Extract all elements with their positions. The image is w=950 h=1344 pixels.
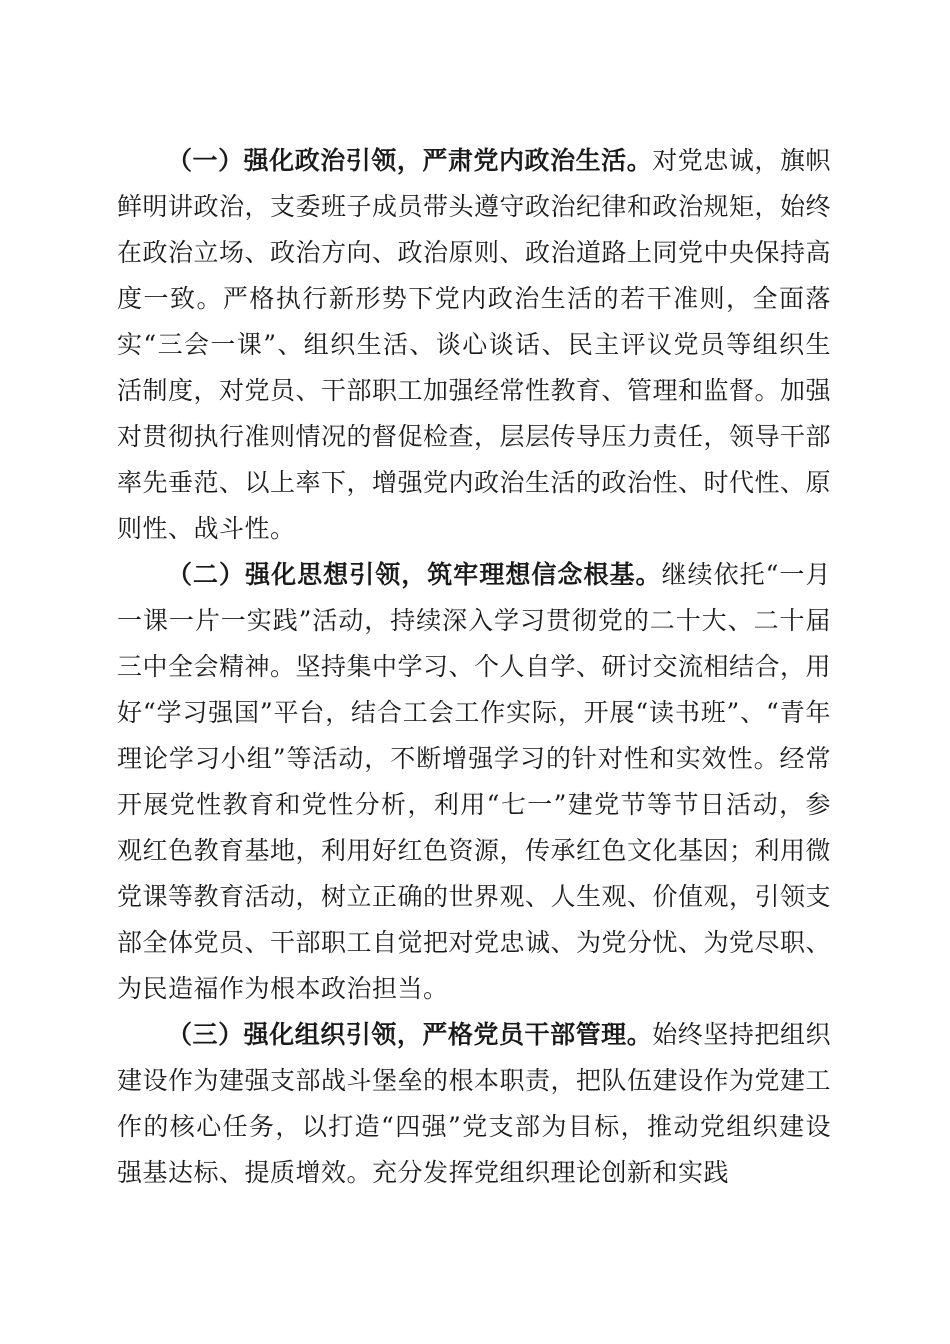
document-body [117, 138, 831, 1196]
paragraph-3-heading: （三）强化组织引领，严格党员干部管理。 [167, 1020, 653, 1049]
paragraph-2-heading: （二）强化思想引领，筑牢理想信念根基。 [167, 560, 662, 589]
paragraph-2-body: 继续依托“一月一课一片一实践”活动，持续深入学习贯彻党的二十大、二十届三中全会精神。坚持集中学习、个人自学、研讨交流相结合，用好“学习强国”平台，结合工会工作实际，开展“读书班”、“青年理论学习小组”等活动，不断增强学习的针对性和实效性。经常开展党性教育和党性分析，利用“七一”建党节等节日活动，参观红色教育基地，利用好红色资源，传承红色文化基因；利用微党课等教育活动，树立正确的世界观、人生观、价值观，引领支部全体党员、干部职工自觉把对党忠诚、为党分忧、为党尽职、为民造福作为根本政治担当。 [117, 560, 832, 1003]
paragraph-2 [117, 552, 831, 1012]
paragraph-1-heading: （一）强化政治引领，严肃党内政治生活。 [167, 146, 653, 175]
paragraph-3-body: 始终坚持把组织建设作为建强支部战斗堡垒的根本职责，把队伍建设作为党建工作的核心任务，以打造“四强”党支部为目标，推动党组织建设强基达标、提质增效。充分发挥党组织理论创新和实践 [117, 1020, 832, 1187]
paragraph-3 [117, 1012, 831, 1196]
paragraph-1 [117, 138, 831, 552]
paragraph-1-body: 对党忠诚，旗帜鲜明讲政治，支委班子成员带头遵守政治纪律和政治规矩，始终在政治立场、政治方向、政治原则、政治道路上同党中央保持高度一致。严格执行新形势下党内政治生活的若干准则，全面落实“三会一课”、组织生活、谈心谈话、民主评议党员等组织生活制度，对党员、干部职工加强经常性教育、管理和监督。加强对贯彻执行准则情况的督促检查，层层传导压力责任，领导干部率先垂范、以上率下，增强党内政治生活的政治性、时代性、原则性、战斗性。 [117, 146, 832, 543]
